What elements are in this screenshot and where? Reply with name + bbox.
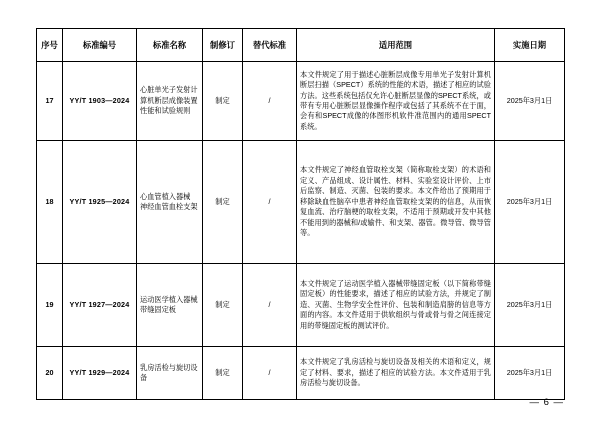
table-body (37, 62, 565, 400)
cell-type: 制定 (203, 62, 243, 141)
cell-no: 19 (37, 264, 63, 347)
cell-date: 2025年3月1日 (495, 141, 565, 264)
cell-type: 制定 (203, 264, 243, 347)
cell-scope: 本文件规定了运动医学植入器械带缝固定板（以下简称带缝固定板）的性能要求，描述了相应的试验方法，并规定了制造、灭菌、生物学安全性评价、包装和制造肩膀的信息等方面的内容。本文件适用于供软组织与骨或骨与骨之间连接定用的带缝固定板的测试评价。 (297, 264, 495, 347)
column-header-date: 实施日期 (495, 29, 565, 62)
column-header-scope: 适用范围 (297, 29, 495, 62)
table-row (37, 347, 565, 400)
cell-replace: / (243, 62, 297, 141)
cell-date: 2025年3月1日 (495, 62, 565, 141)
cell-replace: / (243, 347, 297, 400)
table-row (37, 62, 565, 141)
cell-code: YY/T 1925—2024 (63, 141, 137, 264)
cell-code: YY/T 1927—2024 (63, 264, 137, 347)
cell-replace: / (243, 141, 297, 264)
cell-replace: / (243, 264, 297, 347)
page-footer: — 6 — (529, 397, 564, 408)
cell-scope: 本文件规定了用于描述心脏断层成像专用单光子发射计算机断层扫描（SPECT）系统的性能的术语，描述了相应的试验方法。这些系统包括仅允许心脏断层显像的SPECT系统，或带有专用心脏断层显像操作程序或包括了其系统不在于面，会有和SPECT成像的体图形机软件准范围内的通用SPECT系统。 (297, 62, 495, 141)
cell-no: 17 (37, 62, 63, 141)
column-header-name: 标准名称 (137, 29, 203, 62)
cell-code: YY/T 1903—2024 (63, 62, 137, 141)
cell-no: 18 (37, 141, 63, 264)
cell-type: 制定 (203, 347, 243, 400)
cell-date: 2025年3月1日 (495, 264, 565, 347)
cell-type: 制定 (203, 141, 243, 264)
table-header (37, 29, 565, 62)
table-row (37, 141, 565, 264)
cell-no: 20 (37, 347, 63, 400)
column-header-no: 序号 (37, 29, 63, 62)
cell-scope: 本文件规定了神经血管取栓支架（简称取栓支架）的术语和定义、产品组成、设计属性、材料、实验室设计评价、上市后监察、制造、灭菌、包装的要求。本文件给出了预期用于移除缺血性脑卒中患者神经血管取栓支架的的信息，从而恢复血流、治疗脑梗的取栓支架，不适用于预期或开发中其他不能用到的器械和/或输件、和支架、器管。微导管、微导管等。 (297, 141, 495, 264)
cell-name: 运动医学植入器械 带缝固定板 (137, 264, 203, 347)
cell-name: 乳房活检与旋切设备 (137, 347, 203, 400)
cell-name: 心血管植入器械 神经血管血栓支架 (137, 141, 203, 264)
column-header-code: 标准编号 (63, 29, 137, 62)
cell-name: 心脏单光子发射计算机断层成像装置 性能和试验规则 (137, 62, 203, 141)
table-header-row (37, 29, 565, 62)
column-header-replace: 替代标准 (243, 29, 297, 62)
table-row (37, 264, 565, 347)
standards-table (36, 28, 565, 400)
cell-date: 2025年3月1日 (495, 347, 565, 400)
cell-scope: 本文件规定了乳房活检与旋切设备及相关的术语和定义，规定了材料、要求，描述了相应的试验方法。本文件适用于乳房活检与旋切设备。 (297, 347, 495, 400)
column-header-type: 制修订 (203, 29, 243, 62)
cell-code: YY/T 1929—2024 (63, 347, 137, 400)
